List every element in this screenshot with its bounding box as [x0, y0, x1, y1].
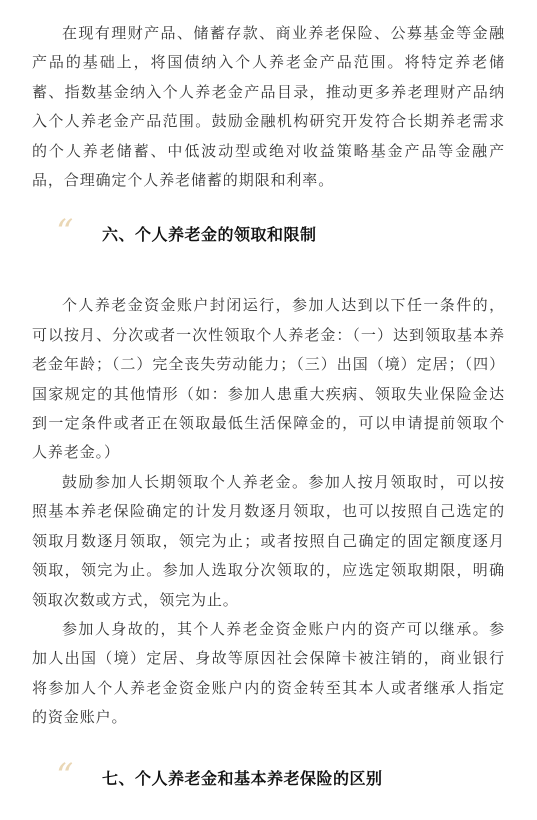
- section-title-6: 六、个人养老金的领取和限制: [102, 225, 317, 245]
- paragraph-withdrawal-methods: 鼓励参加人长期领取个人养老金。参加人按月领取时，可以按照基本养老保险确定的计发月数逐月领取，也可以按照自己选定的领取月数逐月领取，领完为止；或者按照自己确定的固定额度逐月领取，领完为止。参加人选取分次领取的，应选定领取期限，明确领取次数或方式，领完为止。: [32, 472, 505, 609]
- paragraph-withdrawal-conditions: 个人养老金资金账户封闭运行，参加人达到以下任一条件的，可以按月、分次或者一次性领取个人养老金：（一）达到领取基本养老金年龄；（二）完全丧失劳动能力；（三）出国（境）定居；（四）国家规定的其他情形（如：参加人患重大疾病、领取失业保险金达到一定条件或者正在领取最低生活保障金的，可以申请提前领取个人养老金。）: [32, 296, 505, 462]
- quote-mark-icon: “: [56, 212, 74, 253]
- section-title-7: 七、个人养老金和基本养老保险的区别: [102, 768, 383, 788]
- quote-mark-icon: “: [56, 755, 74, 796]
- section-heading-6: [32, 212, 505, 255]
- section-heading-7: [32, 755, 505, 799]
- paragraph-product-scope: 在现有理财产品、储蓄存款、商业养老保险、公募基金等金融产品的基础上，将国债纳入个人养老金产品范围。将特定养老储蓄、指数基金纳入个人养老金产品目录，推动更多养老理财产品纳入个人养老金产品范围。鼓励金融机构研究开发符合长期养老需求的个人养老储蓄、中低波动型或绝对收益策略基金产品等金融产品，合理确定个人养老储蓄的期限和利率。: [32, 24, 505, 190]
- paragraph-inheritance: 参加人身故的，其个人养老金资金账户内的资产可以继承。参加人出国（境）定居、身故等原因社会保障卡被注销的，商业银行将参加人个人养老金资金账户内的资金转至其本人或者继承人指定的资金账户。: [32, 619, 505, 727]
